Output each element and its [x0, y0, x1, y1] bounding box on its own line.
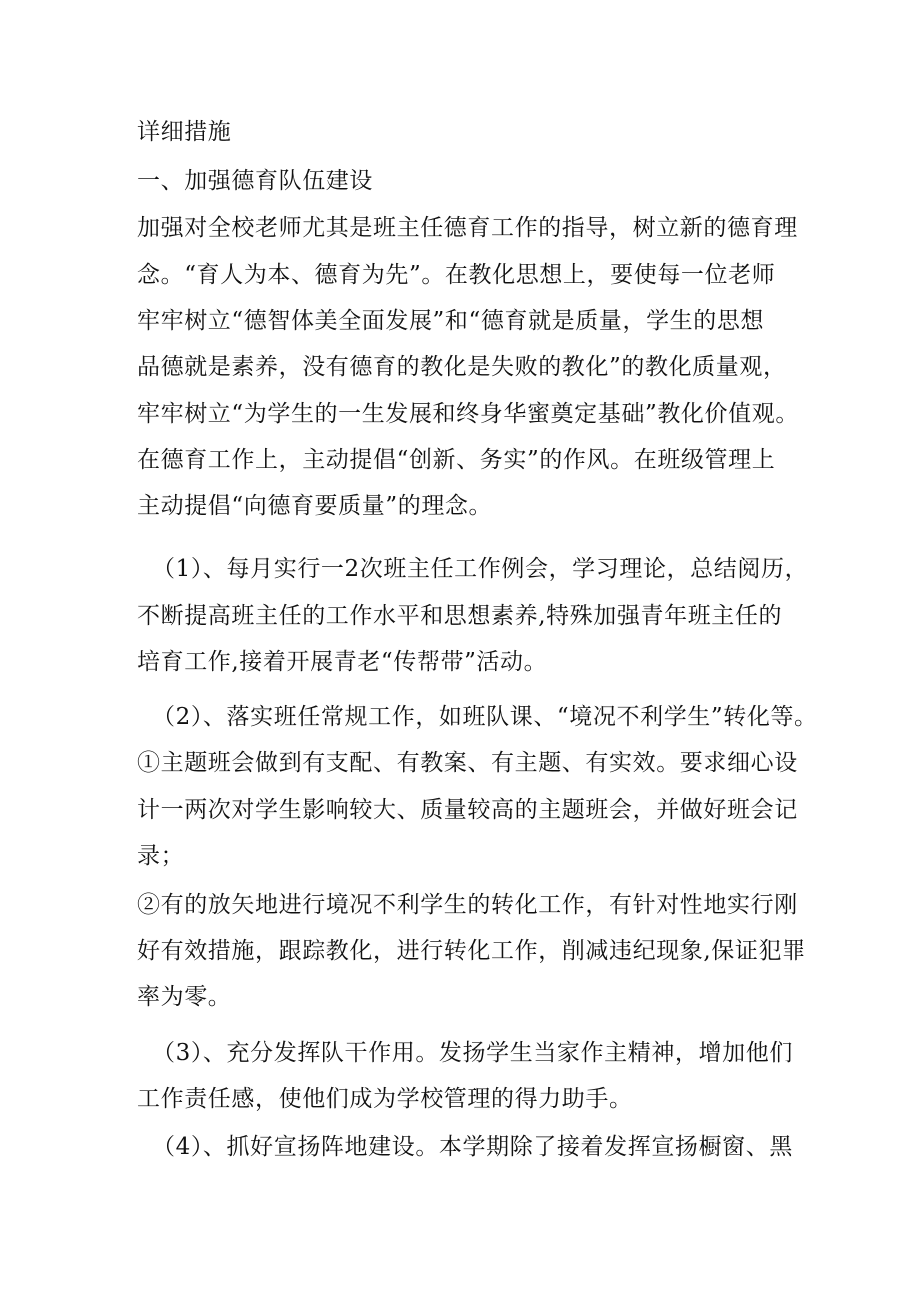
- item-4-line-1: （4）、抓好宣扬阵地建设。本学期除了接着发挥宣扬橱窗、黑: [152, 1134, 793, 1160]
- section-title: 详细措施: [137, 119, 232, 145]
- item-2-line-5: ②有的放矢地进行境况不利学生的转化工作，有针对性地实行刚: [137, 892, 798, 918]
- item-2-line-2: ①主题班会做到有支配、有教案、有主题、有实效。要求细心设: [137, 750, 798, 776]
- paragraph-1-line-7: 主动提倡“向德育要质量”的理念。: [137, 493, 493, 519]
- heading-strengthen-moral-team: 一、加强德育队伍建设: [137, 168, 373, 194]
- paragraph-1-line-6: 在德育工作上，主动提倡“创新、务实”的作风。在班级管理上: [137, 447, 776, 473]
- item-2-line-3: 计一两次对学生影响较大、质量较高的主题班会，并做好班会记: [137, 797, 798, 823]
- item-1-line-3: 培育工作,接着开展青老“传帮带”活动。: [137, 649, 548, 675]
- paragraph-1-line-2: 念。“育人为本、德育为先”。在教化思想上，要使每一位老师: [137, 262, 776, 288]
- paragraph-1-line-3: 牢牢树立“德智体美全面发展”和“德育就是质量，学生的思想: [137, 308, 765, 334]
- item-1-line-2: 不断提高班主任的工作水平和思想素养,特殊加强青年班主任的: [137, 603, 783, 629]
- paragraph-1-line-4: 品德就是素养，没有德育的教化是失败的教化”的教化质量观，: [137, 354, 787, 380]
- item-2-line-4: 录；: [137, 843, 185, 869]
- item-2-line-6: 好有效措施，跟踪教化，进行转化工作，削减违纪现象,保证犯罪: [137, 938, 806, 964]
- item-2-line-7: 率为零。: [137, 984, 232, 1010]
- item-3-line-2: 工作责任感，使他们成为学校管理的得力助手。: [137, 1086, 633, 1112]
- item-2-line-1: （2）、落实班任常规工作，如班队课、“境况不利学生”转化等。: [152, 704, 818, 730]
- paragraph-1-line-1: 加强对全校老师尤其是班主任德育工作的指导，树立新的德育理: [137, 215, 798, 241]
- item-3-line-1: （3）、充分发挥队干作用。发扬学生当家作主精神，增加他们: [152, 1040, 793, 1066]
- paragraph-1-line-5: 牢牢树立“为学生的一生发展和终身华蜜奠定基础”教化价值观。: [137, 401, 799, 427]
- item-1-line-1: （1）、每月实行一2次班主任工作例会，学习理论，总结阅历，: [152, 556, 809, 582]
